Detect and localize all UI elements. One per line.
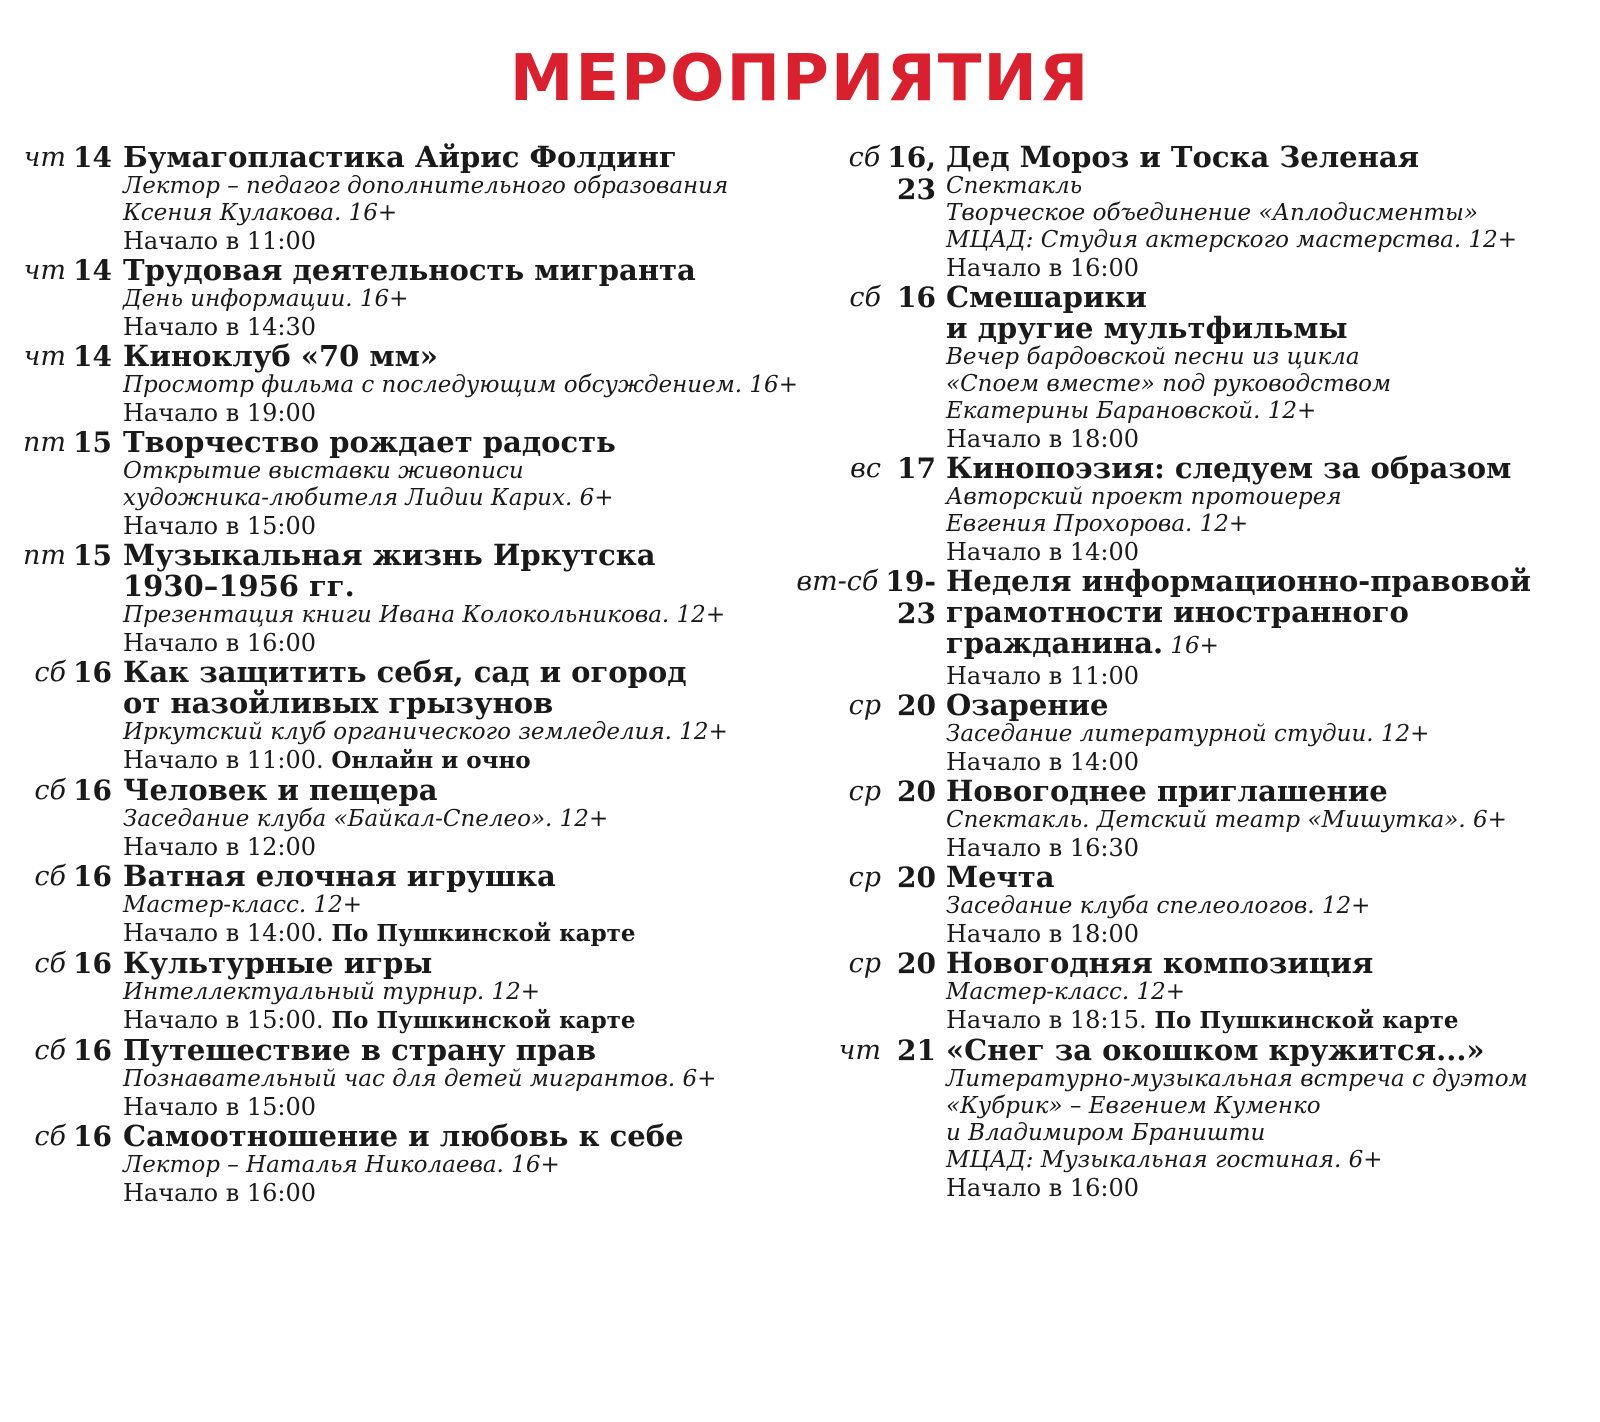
event-date <box>790 776 946 808</box>
event-title: Мечта <box>946 860 1055 894</box>
event-start-time: Начало в 15:00. <box>123 1006 324 1034</box>
event-title-line <box>123 142 820 173</box>
event-description: Просмотр фильма с последующим обсуждением. 16+ <box>123 372 798 398</box>
event-date <box>0 775 123 807</box>
event-description: Спектакль. Детский театр «Мишутка». 6+ <box>946 807 1507 833</box>
event-item <box>0 427 820 540</box>
event-date <box>0 341 123 373</box>
event-title-line <box>946 566 1590 662</box>
event-title-line <box>946 690 1590 721</box>
event-title: Киноклуб «70 мм» <box>123 339 438 373</box>
event-date <box>0 1035 123 1067</box>
event-title: Кинопоэзия: следуем за образом <box>946 451 1512 485</box>
event-body <box>123 657 820 775</box>
event-weekday: ср <box>848 948 881 979</box>
event-date <box>790 862 946 894</box>
event-item <box>790 1035 1590 1202</box>
event-weekday: чт <box>23 142 66 173</box>
event-title: Трудовая деятельность мигранта <box>123 253 696 287</box>
event-time-line <box>123 512 820 540</box>
event-title-line <box>123 657 820 719</box>
event-body <box>946 776 1590 862</box>
event-date <box>0 1121 123 1153</box>
event-start-time: Начало в 16:00 <box>946 1174 1140 1202</box>
event-start-time: Начало в 14:00 <box>946 748 1140 776</box>
event-weekday: сб <box>848 142 881 173</box>
event-body <box>123 255 820 341</box>
event-item <box>0 775 820 861</box>
event-weekday: чт <box>23 341 66 372</box>
event-item <box>790 142 1590 282</box>
event-date <box>790 566 946 630</box>
event-body <box>123 341 820 427</box>
event-body <box>123 861 820 948</box>
event-date <box>790 282 946 314</box>
event-body <box>946 862 1590 948</box>
event-title: Как защитить себя, сад и огород от назойливых грызунов <box>123 655 687 720</box>
event-body <box>123 142 820 255</box>
event-title-line <box>123 948 820 979</box>
event-weekday: сб <box>34 775 66 806</box>
event-time-line <box>123 1179 820 1207</box>
event-title-line <box>123 341 820 372</box>
event-day: 16 <box>73 1034 112 1067</box>
event-title: Дед Мороз и Тоска Зеленая <box>946 140 1420 174</box>
event-start-time: Начало в 16:00 <box>123 629 317 657</box>
event-item <box>0 255 820 341</box>
event-body <box>946 690 1590 776</box>
event-date <box>790 948 946 980</box>
event-day: 21 <box>897 1034 936 1067</box>
event-description: Лектор – педагог дополнительного образования Ксения Кулакова. 16+ <box>123 173 729 226</box>
page-title: МЕРОПРИЯТИЯ <box>509 42 1091 116</box>
event-title-line <box>946 776 1590 807</box>
event-extra-note: Онлайн и очно <box>331 747 531 774</box>
event-time-line <box>123 919 820 948</box>
event-description: Заседание клуба «Байкал-Спелео». 12+ <box>123 806 609 832</box>
event-description: Открытие выставки живописи художника-любителя Лидии Карих. 6+ <box>123 458 614 511</box>
event-title: Культурные игры <box>123 946 433 980</box>
event-date <box>790 1035 946 1067</box>
event-start-time: Начало в 16:00 <box>946 254 1140 282</box>
event-title: Самоотношение и любовь к себе <box>123 1119 684 1153</box>
event-start-time: Начало в 12:00 <box>123 833 317 861</box>
event-title: Человек и пещера <box>123 773 438 807</box>
event-weekday: сб <box>34 657 66 688</box>
event-description: Литературно-музыкальная встреча с дуэтом «Кубрик» – Евгением Куменко и Владимиром Браништи МЦАД: Музыкальная гостиная. 6+ <box>946 1066 1528 1173</box>
event-extra-note: По Пушкинской карте <box>331 1007 636 1034</box>
event-item <box>0 1121 820 1207</box>
event-title: Бумагопластика Айрис Фолдинг <box>123 140 677 174</box>
event-title: Музыкальная жизнь Иркутска 1930–1956 гг. <box>123 538 656 603</box>
event-item <box>790 776 1590 862</box>
event-day: 16 <box>73 860 112 893</box>
event-weekday: вт-сб <box>796 566 879 597</box>
event-weekday: ср <box>848 776 881 807</box>
event-time-line <box>946 1006 1590 1035</box>
event-day: 20 <box>897 689 936 722</box>
event-title-line <box>946 453 1590 484</box>
event-day: 14 <box>73 254 112 287</box>
event-weekday: вс <box>850 453 881 484</box>
event-start-time: Начало в 18:00 <box>946 425 1140 453</box>
event-weekday: сб <box>34 1035 66 1066</box>
event-start-time: Начало в 11:00 <box>123 227 317 255</box>
event-start-time: Начало в 11:00 <box>946 662 1140 690</box>
event-weekday: пт <box>23 427 66 458</box>
event-day: 19- 23 <box>885 565 936 630</box>
event-description: Мастер-класс. 12+ <box>123 892 363 918</box>
event-day: 15 <box>73 539 112 572</box>
event-title-line <box>123 1121 820 1152</box>
event-day: 16, 23 <box>887 141 936 206</box>
event-body <box>123 775 820 861</box>
event-body <box>946 948 1590 1035</box>
event-description: Заседание литературной студии. 12+ <box>946 721 1430 747</box>
event-item <box>790 948 1590 1035</box>
event-date <box>790 690 946 722</box>
event-description: Спектакль Творческое объединение «Аплодисменты» МЦАД: Студия актерского мастерства. 12+ <box>946 173 1518 253</box>
event-day: 20 <box>897 947 936 980</box>
event-time-line <box>946 538 1590 566</box>
event-item <box>0 540 820 657</box>
event-weekday: сб <box>34 948 66 979</box>
event-day: 16 <box>73 947 112 980</box>
event-description: Мастер-класс. 12+ <box>946 979 1186 1005</box>
event-time-line <box>123 833 820 861</box>
event-title-line <box>123 1035 820 1066</box>
event-item <box>790 690 1590 776</box>
event-title: Путешествие в страну прав <box>123 1033 597 1067</box>
event-title: Творчество рождает радость <box>123 425 616 459</box>
event-title-line <box>946 282 1590 344</box>
event-time-line <box>946 1174 1590 1202</box>
event-start-time: Начало в 18:15. <box>946 1006 1147 1034</box>
event-time-line <box>123 399 820 427</box>
event-time-line <box>123 313 820 341</box>
event-item <box>790 566 1590 690</box>
event-date <box>0 657 123 689</box>
event-item <box>0 1035 820 1121</box>
event-description: День информации. 16+ <box>123 286 409 312</box>
event-item <box>0 142 820 255</box>
event-item <box>0 657 820 775</box>
event-description: Авторский проект протоиерея Евгения Прохорова. 12+ <box>946 484 1342 537</box>
event-day: 16 <box>73 1120 112 1153</box>
event-date <box>0 540 123 572</box>
event-start-time: Начало в 15:00 <box>123 512 317 540</box>
event-time-line <box>123 629 820 657</box>
event-body <box>123 1035 820 1121</box>
event-body <box>123 948 820 1035</box>
event-time-line <box>946 920 1590 948</box>
event-description: Познавательный час для детей мигрантов. 6+ <box>123 1066 717 1092</box>
event-weekday: пт <box>23 540 66 571</box>
event-description: Интеллектуальный турнир. 12+ <box>123 979 541 1005</box>
event-start-time: Начало в 14:30 <box>123 313 317 341</box>
event-item <box>790 453 1590 566</box>
event-extra-note: По Пушкинской карте <box>1154 1007 1459 1034</box>
event-item <box>0 861 820 948</box>
event-time-line <box>123 227 820 255</box>
event-weekday: сб <box>34 1121 66 1152</box>
event-date <box>790 142 946 206</box>
event-body <box>946 453 1590 566</box>
event-title: Ватная елочная игрушка <box>123 859 556 893</box>
event-item <box>790 862 1590 948</box>
event-body <box>123 1121 820 1207</box>
event-time-line <box>123 1093 820 1121</box>
event-start-time: Начало в 14:00 <box>946 538 1140 566</box>
event-weekday: чт <box>23 255 66 286</box>
event-weekday: сб <box>34 861 66 892</box>
event-title-line <box>123 427 820 458</box>
event-time-line <box>946 834 1590 862</box>
event-date <box>0 142 123 174</box>
event-age-note: 16+ <box>1163 633 1219 659</box>
event-start-time: Начало в 11:00. <box>123 746 324 774</box>
event-body <box>946 282 1590 453</box>
event-title-line <box>946 142 1590 173</box>
event-description: Заседание клуба спелеологов. 12+ <box>946 893 1371 919</box>
event-day: 16 <box>897 281 936 314</box>
event-item <box>0 948 820 1035</box>
event-date <box>0 948 123 980</box>
event-time-line <box>946 662 1590 690</box>
event-date <box>0 861 123 893</box>
event-description: Иркутский клуб органического земледелия. 12+ <box>123 719 728 745</box>
event-weekday: ср <box>848 690 881 721</box>
event-title-line <box>946 948 1590 979</box>
event-day: 16 <box>73 656 112 689</box>
event-title: Новогодняя композиция <box>946 946 1374 980</box>
event-weekday: ср <box>848 862 881 893</box>
event-title: Новогоднее приглашение <box>946 774 1388 808</box>
event-day: 20 <box>897 861 936 894</box>
event-description: Вечер бардовской песни из цикла «Споем вместе» под руководством Екатерины Барановской. 12+ <box>946 344 1392 424</box>
event-date <box>0 427 123 459</box>
event-time-line <box>123 1006 820 1035</box>
events-column-left <box>0 142 820 1207</box>
events-column-right <box>790 142 1590 1202</box>
event-start-time: Начало в 16:30 <box>946 834 1140 862</box>
event-item <box>0 341 820 427</box>
event-time-line <box>946 425 1590 453</box>
event-title: Озарение <box>946 688 1109 722</box>
event-start-time: Начало в 15:00 <box>123 1093 317 1121</box>
event-start-time: Начало в 18:00 <box>946 920 1140 948</box>
event-day: 15 <box>73 426 112 459</box>
event-body <box>946 142 1590 282</box>
event-day: 14 <box>73 340 112 373</box>
event-body <box>123 540 820 657</box>
event-description: Лектор – Наталья Николаева. 16+ <box>123 1152 560 1178</box>
event-item <box>790 282 1590 453</box>
event-time-line <box>946 254 1590 282</box>
event-body <box>946 1035 1590 1202</box>
event-date <box>790 453 946 485</box>
event-title: «Снег за окошком кружится...» <box>946 1033 1485 1067</box>
event-title-line <box>946 1035 1590 1066</box>
event-title-line <box>123 861 820 892</box>
event-title: Неделя информационно-правовой грамотности иностранного гражданина. <box>946 564 1531 660</box>
event-title-line <box>123 540 820 602</box>
event-title: Смешарики и другие мультфильмы <box>946 280 1348 345</box>
event-start-time: Начало в 16:00 <box>123 1179 317 1207</box>
event-day: 16 <box>73 774 112 807</box>
event-body <box>123 427 820 540</box>
event-body <box>946 566 1590 690</box>
event-extra-note: По Пушкинской карте <box>331 920 636 947</box>
event-time-line <box>946 748 1590 776</box>
event-date <box>0 255 123 287</box>
event-title-line <box>123 255 820 286</box>
event-time-line <box>123 746 820 775</box>
event-weekday: сб <box>849 282 881 313</box>
event-start-time: Начало в 19:00 <box>123 399 317 427</box>
event-start-time: Начало в 14:00. <box>123 919 324 947</box>
event-day: 20 <box>897 775 936 808</box>
event-title-line <box>946 862 1590 893</box>
event-day: 14 <box>73 141 112 174</box>
event-description: Презентация книги Ивана Колокольникова. 12+ <box>123 602 726 628</box>
event-title-line <box>123 775 820 806</box>
event-day: 17 <box>897 452 936 485</box>
event-weekday: чт <box>838 1035 881 1066</box>
